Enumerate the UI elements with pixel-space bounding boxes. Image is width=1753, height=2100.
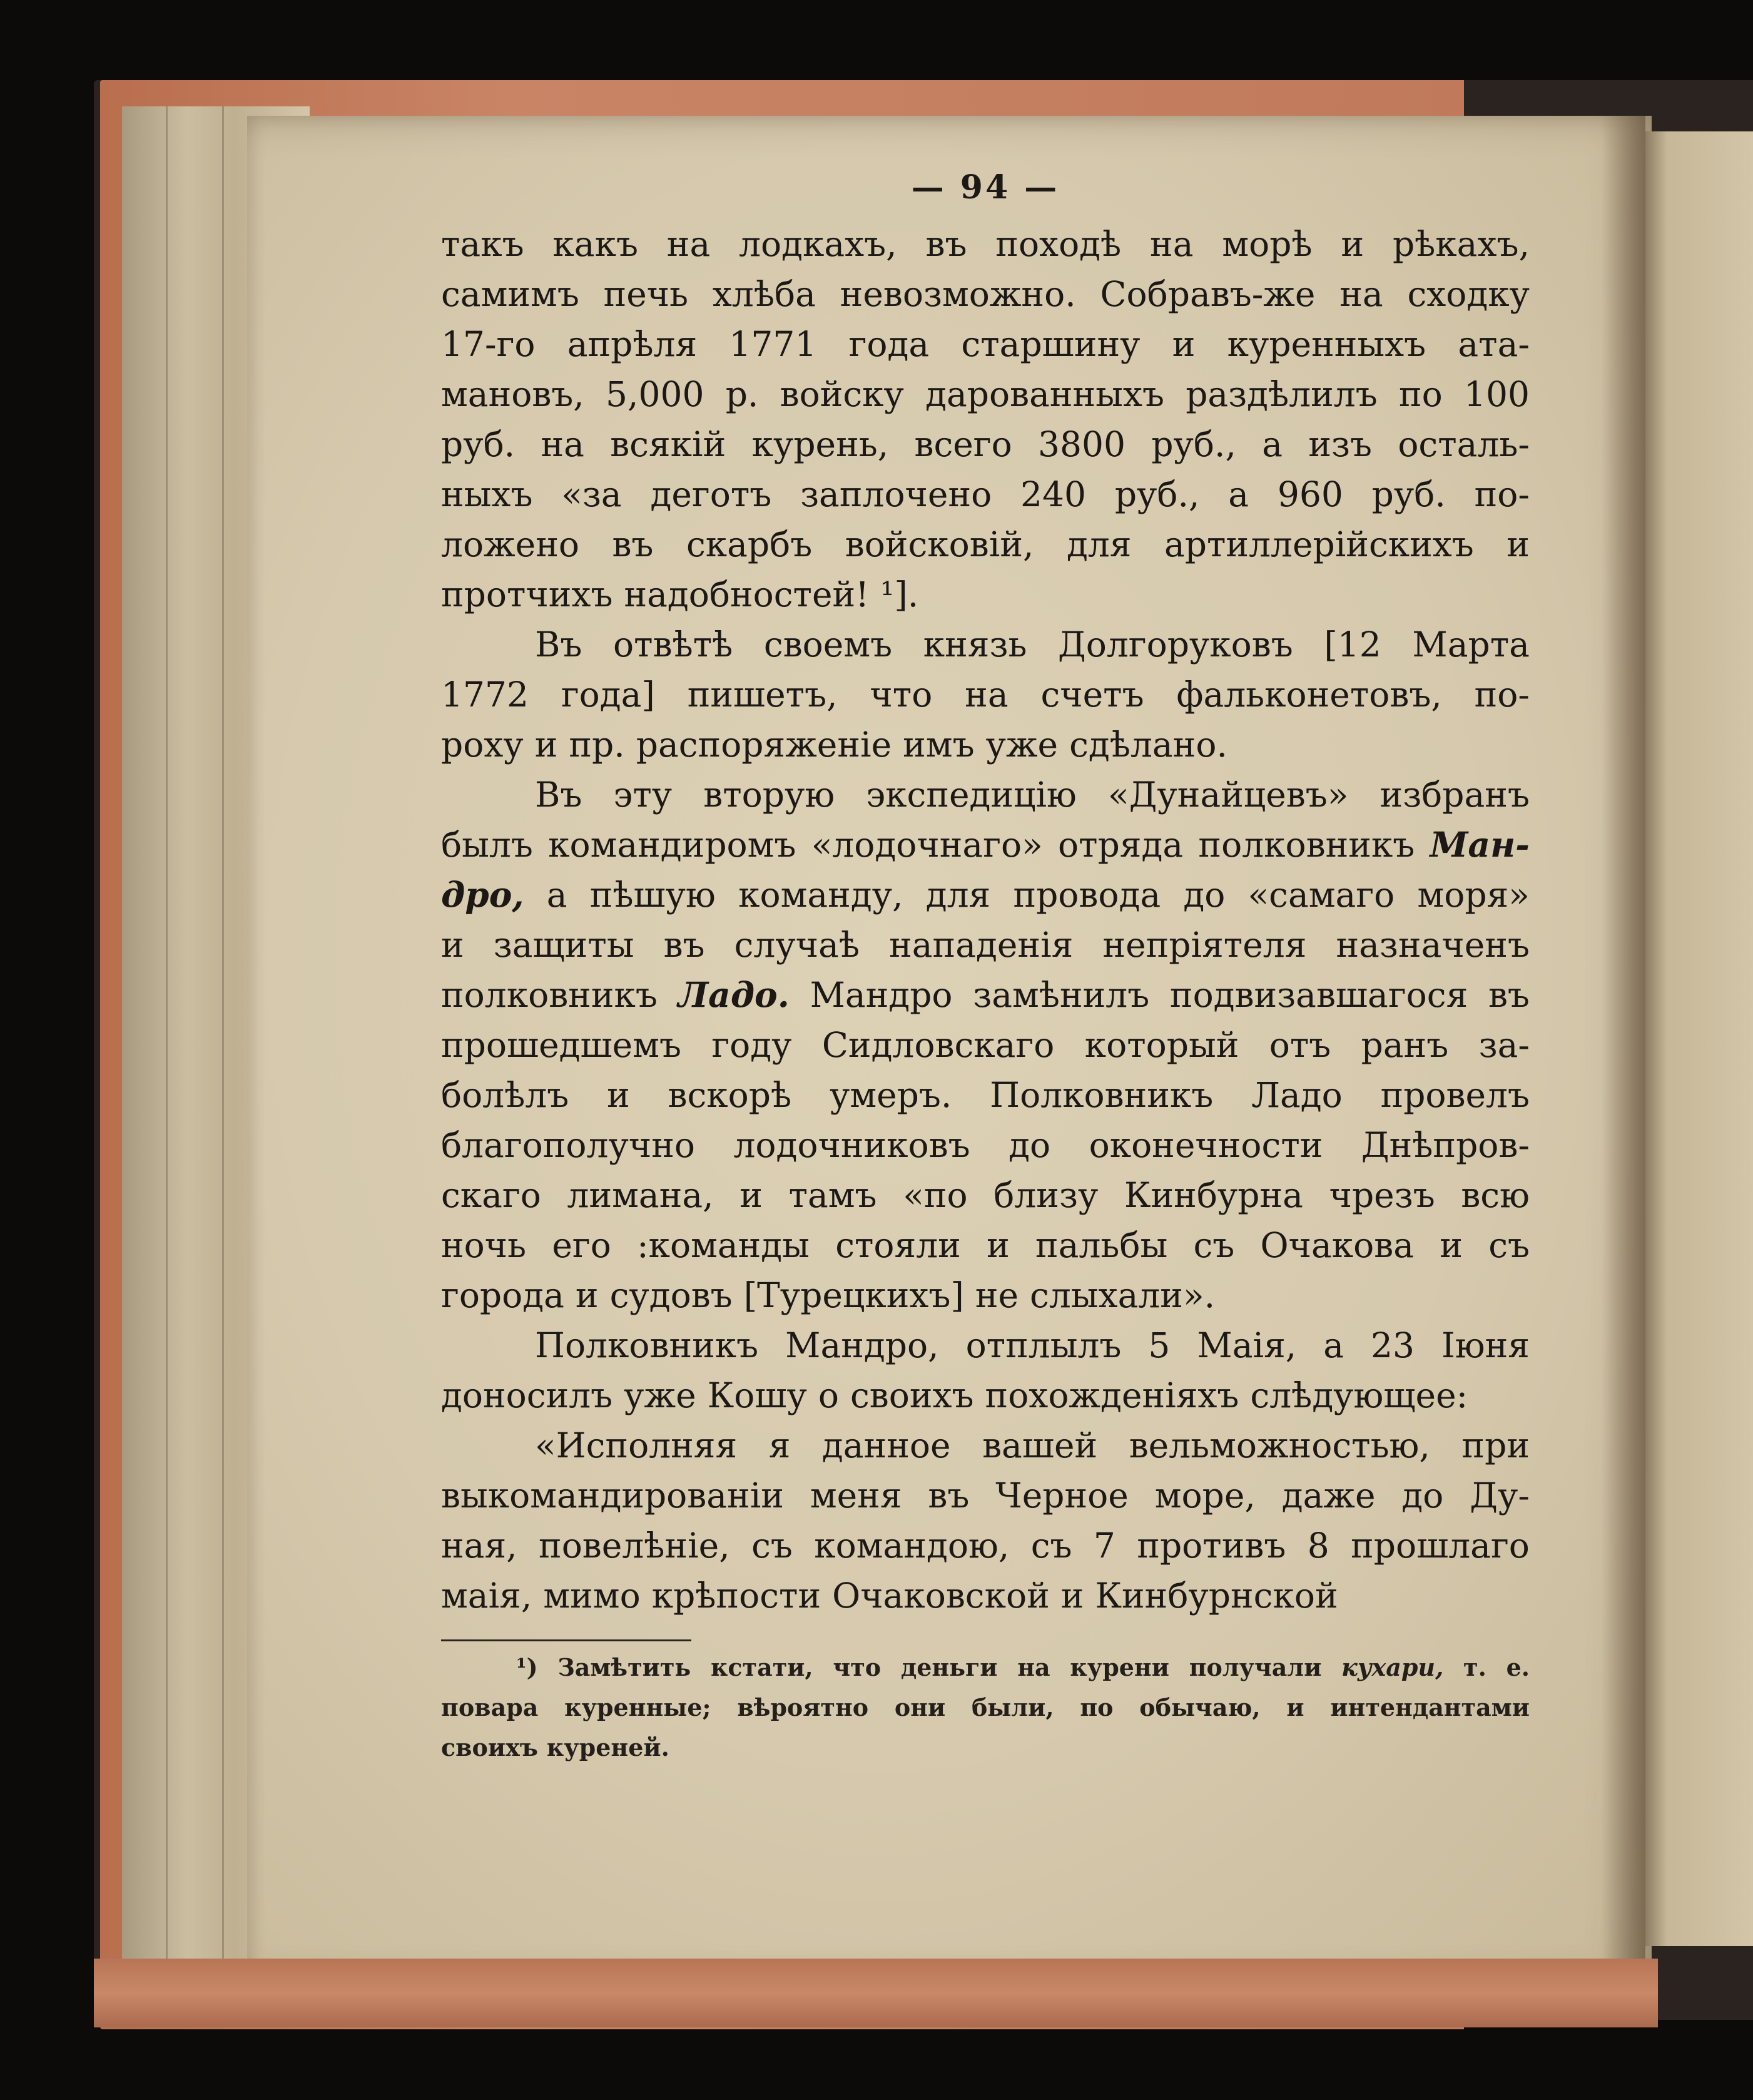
text-line: полковникъ Ладо. Мандро замѣнилъ подвизавшагося въ — [441, 974, 1530, 1015]
text-line: ная, повелѣніе, съ командою, съ 7 противъ 8 прошлаго — [441, 1526, 1530, 1566]
text-line: дро, а пѣшую команду, для провода до «самаго моря» — [441, 874, 1530, 915]
text-line: «Исполняя я данное вашей вельможностью, при — [535, 1425, 1530, 1465]
text-line: мановъ, 5,000 р. войску дарованныхъ раздѣлилъ по 100 — [441, 374, 1530, 414]
text-line: прошедшемъ году Сидловскаго который отъ ранъ за- — [441, 1025, 1530, 1065]
text-line: ¹) Замѣтить кстати, что деньги на курени получали кухари, т. е. — [516, 1653, 1530, 1681]
text-line: города и судовъ [Турецкихъ] не слыхали». — [441, 1275, 1216, 1315]
text-line: и защиты въ случаѣ нападенія непріятеля назначенъ — [441, 925, 1530, 965]
text-line: Полковникъ Мандро, отплылъ 5 Маія, а 23 Іюня — [535, 1325, 1530, 1365]
text-line: маія, мимо крѣпости Очаковской и Кинбурнской — [441, 1576, 1338, 1616]
text-line: своихъ куреней. — [441, 1733, 669, 1761]
text-line: повара куренные; вѣроятно они были, по обычаю, и интендантами — [441, 1693, 1530, 1721]
text-line: благополучно лодочниковъ до оконечности Днѣпров- — [441, 1125, 1530, 1165]
text-line: скаго лимана, и тамъ «по близу Кинбурна чрезъ всю — [441, 1175, 1530, 1215]
page-text — [441, 163, 1530, 1768]
footnote — [441, 1648, 1530, 1768]
text-line: 17-го апрѣля 1771 года старшину и куренныхъ ата- — [441, 324, 1530, 364]
text-line: Въ отвѣтѣ своемъ князь Долгоруковъ [12 Марта — [535, 624, 1530, 665]
text-line: Въ эту вторую экспедицію «Дунайцевъ» избранъ — [535, 775, 1530, 815]
text-line: выкомандированіи меня въ Черное море, даже до Ду- — [441, 1476, 1530, 1516]
text-line: ныхъ «за деготъ заплочено 240 руб., а 960 руб. по- — [441, 474, 1530, 514]
text-line: роху и пр. распоряженіе имъ уже сдѣлано. — [441, 725, 1227, 765]
book-gutter — [1602, 116, 1645, 1987]
cover-bottom-edge — [94, 1959, 1658, 2027]
text-line: былъ командиромъ «лодочнаго» отряда полковникъ Ман- — [441, 824, 1530, 865]
text-line: такъ какъ на лодкахъ, въ походѣ на морѣ и рѣкахъ, — [441, 224, 1530, 264]
text-line: болѣлъ и вскорѣ умеръ. Полковникъ Ладо провелъ — [441, 1075, 1530, 1115]
facing-page-edge — [1645, 131, 1753, 1946]
text-line: ночь его :команды стояли и пальбы съ Очакова и съ — [441, 1225, 1530, 1265]
text-line: руб. на всякій курень, всего 3800 руб., а изъ осталь- — [441, 424, 1530, 464]
text-line: 1772 года] пишетъ, что на счетъ фальконетовъ, по- — [441, 675, 1530, 715]
footnote-rule — [441, 1639, 691, 1641]
page-number: — 94 — — [911, 168, 1060, 206]
text-line: протчихъ надобностей! ¹]. — [441, 574, 919, 614]
body-text — [441, 219, 1530, 1621]
text-line: ложено въ скарбъ войсковій, для артиллерійскихъ и — [441, 524, 1530, 564]
text-line: доносилъ уже Кошу о своихъ похожденіяхъ слѣдующее: — [441, 1375, 1468, 1415]
text-line: самимъ печь хлѣба невозможно. Собравъ-же на сходку — [441, 274, 1530, 314]
